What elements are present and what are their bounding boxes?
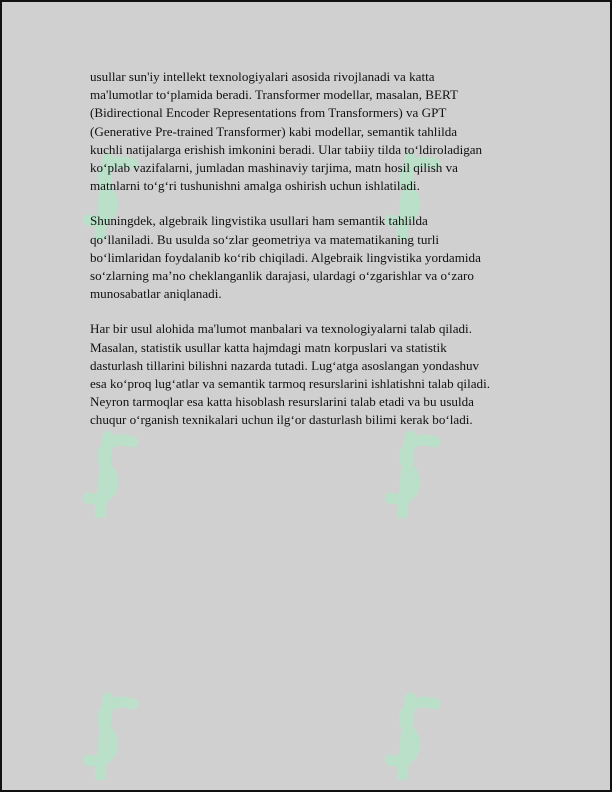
text-line: ma'lumotlar to‘plamida beradi. Transformer modellar, masalan, BERT xyxy=(90,87,458,103)
text-line: ko‘plab vazifalarni, jumladan mashinaviy tarjima, matn hosil qilish va xyxy=(90,160,458,176)
text-line: qo‘llaniladi. Bu usulda so‘zlar geometriya va matematikaning turli xyxy=(90,231,440,247)
text-line: chuqur o‘rganish texnikalari uchun ilg‘or dasturlash bilimi kerak bo‘ladi. xyxy=(90,412,473,428)
text-line: (Generative Pre-trained Transformer) kabi modellar, semantik tahlilda xyxy=(90,123,458,139)
paragraph-3 xyxy=(90,320,530,429)
text-line: matnlarni to‘g‘ri tushunishni amalga oshirish uchun ishlatiladi. xyxy=(90,178,420,194)
text-line: esa ko‘proq lug‘atlar va semantik tarmoq resurslarini ishlatishni talab qiladi. xyxy=(90,376,490,392)
text-line: dasturlash tillarini bilishni nazarda tutadi. Lug‘atga asoslangan yondashuv xyxy=(90,357,480,373)
text-line: Shuningdek, algebraik lingvistika usullari ham semantik tahlilda xyxy=(90,213,428,229)
text-line: munosabatlar aniqlanadi. xyxy=(90,286,222,302)
text-line: Neyron tarmoqlar esa katta hisoblash resurslarini talab etadi va bu usulda xyxy=(90,394,474,410)
text-line: usullar sun'iy intellekt texnologiyalari asosida rivojlanadi va katta xyxy=(90,69,435,84)
text-line: kuchli natijalarga erishish imkonini beradi. Ular tabiiy tilda to‘ldiroladigan xyxy=(90,141,483,157)
text-line: (Bidirectional Encoder Representations from Transformers) va GPT xyxy=(90,105,447,121)
text-line: bo‘limlaridan foydalanib ko‘rib chiqiladi. Algebraik lingvistika yordamida xyxy=(90,249,481,265)
text-line: Har bir usul alohida ma'lumot manbalari va texnologiyalarni talab qiladi. xyxy=(90,321,472,337)
paragraph-1 xyxy=(90,68,530,195)
text-line: so‘zlarning ma’no cheklanganlik darajasi, ulardagi o‘zgarishlar va o‘zaro xyxy=(90,268,474,284)
document-body xyxy=(90,68,530,447)
paragraph-2 xyxy=(90,212,530,303)
text-line: Masalan, statistik usullar katta hajmdagi matn korpuslari va statistik xyxy=(90,339,447,355)
